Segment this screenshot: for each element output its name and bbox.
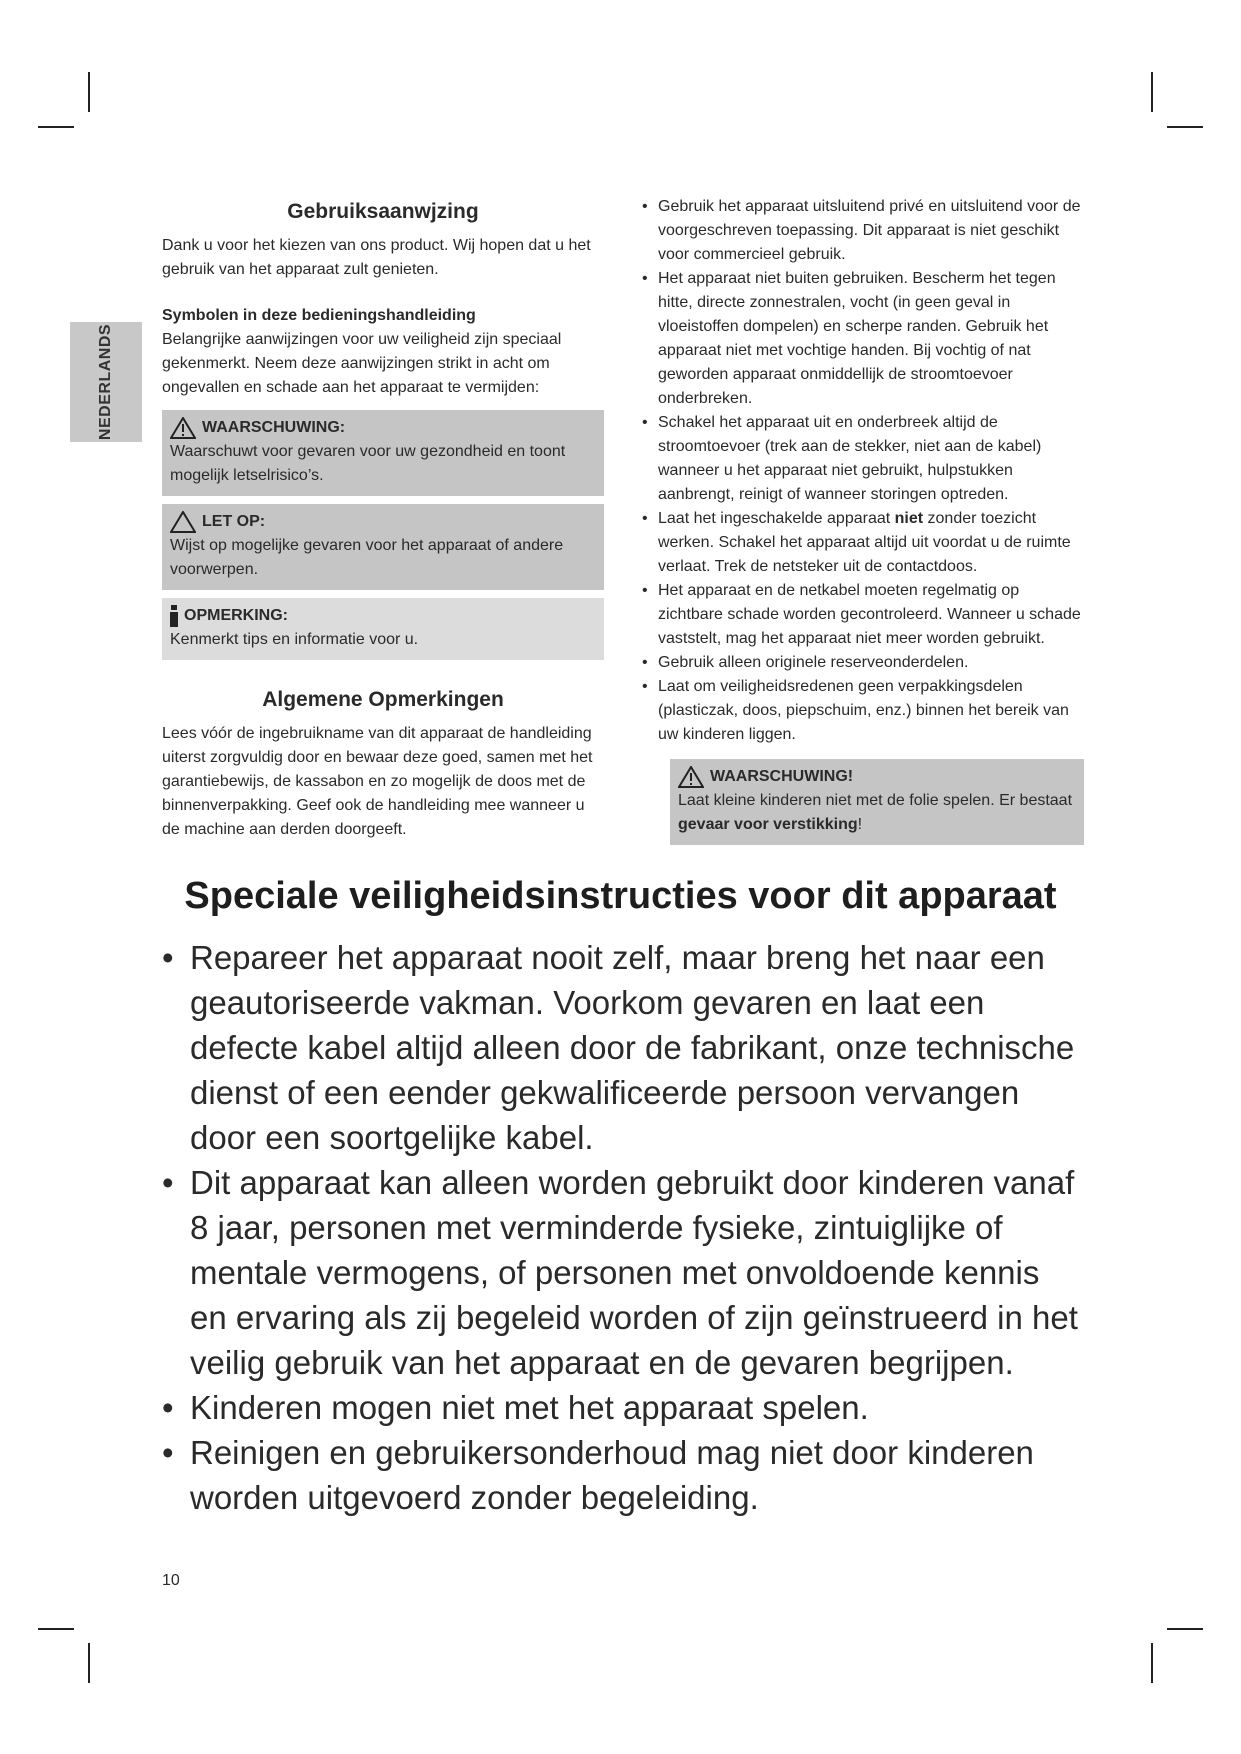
section-title-general: Algemene Opmerkingen [262, 688, 504, 711]
caution-box-title: LET OP: [202, 513, 266, 530]
caution-box [162, 504, 604, 590]
symbols-text: Belangrijke aanwijzingen voor uw veiligheid zijn speciaal gekenmerkt. Neem deze aanwijzingen strikt in acht om ongevallen en schade aan het apparaat te vermijden: [162, 331, 562, 396]
general-text: Lees vóór de ingebruikname van dit apparaat de handleiding uiterst zorgvuldig door en bewaar deze goed, samen met het garantiebewijs, de kassabon en zo mogelijk de doos met de binnenverpakking. Geef ook de handleiding mee wanneer u de machine aan derden doorgeeft. [162, 725, 593, 838]
note-box-title: OPMERKING: [184, 607, 288, 624]
list-item: • Het apparaat niet buiten gebruiken. Bescherm het tegen hitte, directe zonnestralen, vocht (in geen geval in vloeistoffen dompelen) en scherpe randen. Gebruik het apparaat niet met vochtige handen. Bij vochtig of nat geworden apparaat onmiddellijk de stroomtoevoer onderbreken. [638, 267, 1084, 411]
crop-mark [1167, 1628, 1203, 1630]
caution-triangle-icon [170, 511, 196, 533]
language-tab [70, 322, 142, 442]
list-item: • Dit apparaat kan alleen worden gebruikt door kinderen vanaf 8 jaar, personen met verminderde fysieke, zintuiglijke of mentale vermogens, of personen met onvoldoende kennis en ervaring als zij begeleid worden of zijn geïnstrueerd in het veilig gebruik van het apparaat en de gevaren begrijpen. [162, 1160, 1082, 1385]
info-icon [170, 605, 178, 627]
page-number: 10 [162, 1572, 180, 1589]
list-item: • Laat het ingeschakelde apparaat niet zonder toezicht werken. Schakel het apparaat altijd uit voordat u de ruimte verlaat. Trek de netsteker uit de contactdoos. [638, 507, 1084, 579]
warning-box-2-title: WAARSCHUWING! [710, 768, 854, 785]
list-item: • Repareer het apparaat nooit zelf, maar breng het naar een geautoriseerde vakman. Voorkom gevaren en laat een defecte kabel altijd alleen door de fabrikant, onze technische dienst of een eender gekwalificeerde persoon vervangen door een soortgelijke kabel. [162, 935, 1082, 1160]
note-box [162, 598, 604, 660]
list-item: • Laat om veiligheidsredenen geen verpakkingsdelen (plasticzak, doos, piepschuim, enz.) binnen het bereik van uw kinderen liggen. [638, 675, 1084, 747]
warning-triangle-icon [678, 766, 704, 788]
list-item: • Reinigen en gebruikersonderhoud mag niet door kinderen worden uitgevoerd zonder begeleiding. [162, 1430, 1082, 1520]
crop-mark [1151, 1643, 1153, 1683]
caution-box-text: Wijst op mogelijke gevaren voor het apparaat of andere voorwerpen. [170, 537, 564, 578]
list-item: • Kinderen mogen niet met het apparaat spelen. [162, 1385, 1082, 1430]
crop-mark [38, 126, 74, 128]
crop-mark [38, 1628, 74, 1630]
note-box-text: Kenmerkt tips en informatie voor u. [170, 631, 419, 648]
intro-text: Dank u voor het kiezen van ons product. Wij hopen dat u het gebruik van het apparaat zult genieten. [162, 237, 591, 278]
warning-box-title: WAARSCHUWING: [202, 419, 346, 436]
special-instructions-title: Speciale veiligheidsinstructies voor dit apparaat [184, 875, 1057, 917]
crop-mark [88, 1643, 90, 1683]
crop-mark [1167, 126, 1203, 128]
section-title-usage: Gebruiksaanwjzing [287, 200, 479, 223]
special-instructions-list [162, 935, 1082, 1520]
warning-box-2 [670, 759, 1084, 845]
crop-mark [1151, 72, 1153, 112]
warning-triangle-icon [170, 417, 196, 439]
safety-list [638, 195, 1084, 747]
language-tab-label: NEDERLANDS [97, 323, 114, 441]
list-item: • Schakel het apparaat uit en onderbreek altijd de stroomtoevoer (trek aan de stekker, niet aan de kabel) wanneer u het apparaat niet gebruikt, hulpstukken aanbrengt, reinigt of wanneer storingen optreden. [638, 411, 1084, 507]
right-column [638, 195, 1084, 845]
list-item: • Gebruik alleen originele reserveonderdelen. [638, 651, 1084, 675]
symbols-heading: Symbolen in deze bedieningshandleiding [162, 307, 476, 324]
list-item: • Het apparaat en de netkabel moeten regelmatig op zichtbare schade worden gecontroleerd. Wanneer u schade vaststelt, mag het apparaat niet meer worden gebruikt. [638, 579, 1084, 651]
warning-box [162, 410, 604, 496]
warning-box-text: Waarschuwt voor gevaren voor uw gezondheid en toont mogelijk letselrisico’s. [170, 443, 566, 484]
crop-mark [88, 72, 90, 112]
left-column [162, 198, 604, 842]
warning-box-2-text: Laat kleine kinderen niet met de folie spelen. Er bestaat gevaar voor verstikking! [678, 792, 1073, 833]
list-item: • Gebruik het apparaat uitsluitend privé en uitsluitend voor de voorgeschreven toepassing. Dit apparaat is niet geschikt voor commercieel gebruik. [638, 195, 1084, 267]
